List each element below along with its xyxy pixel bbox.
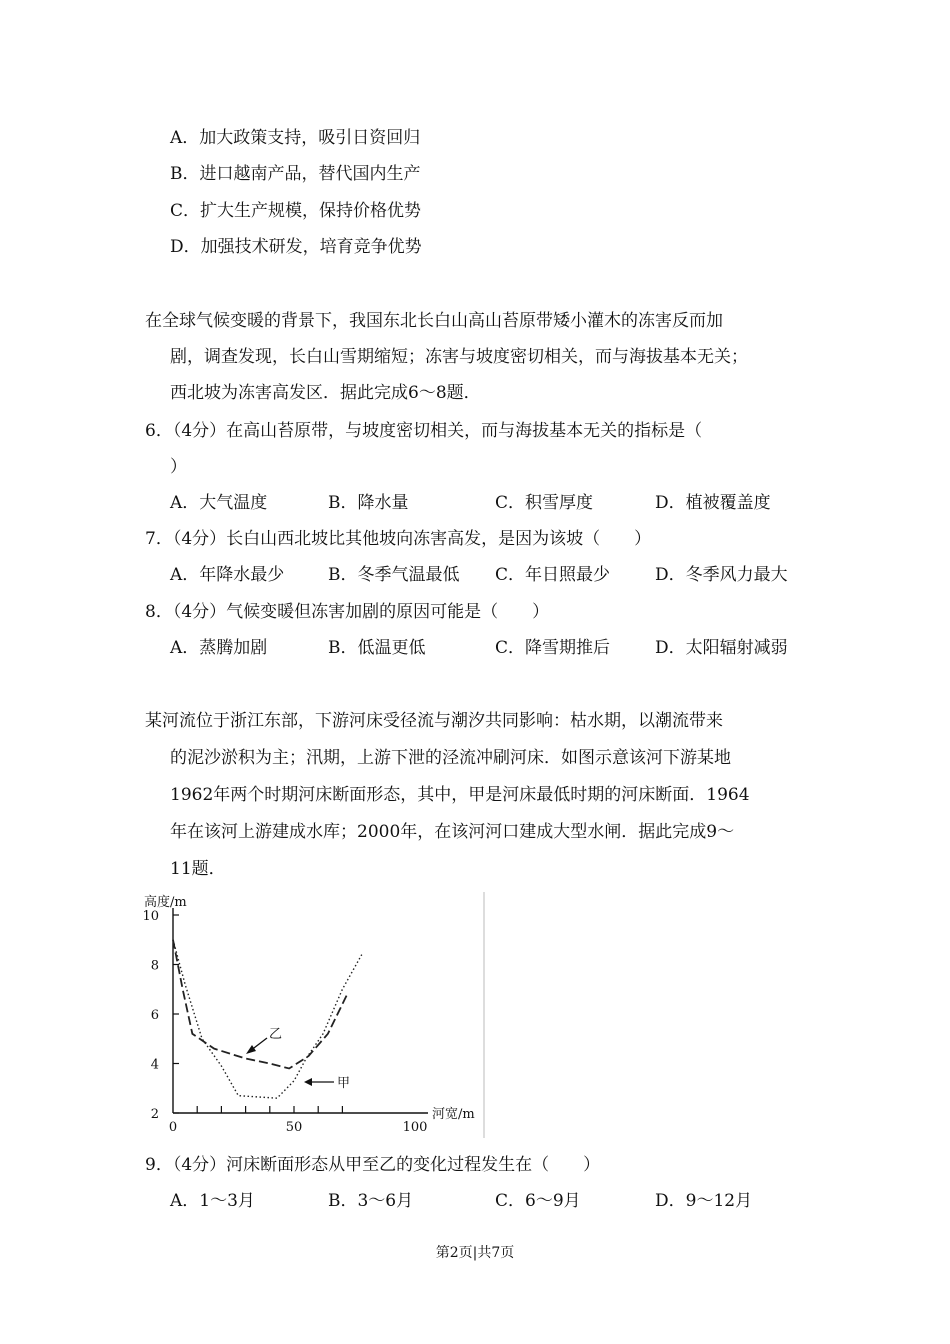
- y-tick-label: 2: [150, 1107, 159, 1122]
- y-tick-label: 6: [150, 1008, 159, 1023]
- q6-option-d: D．植被覆盖度: [655, 493, 771, 513]
- q9-stem: 9．（4分）河床断面形态从甲至乙的变化过程发生在（ ）: [145, 1155, 601, 1175]
- q8-option-d: D．太阳辐射减弱: [655, 638, 788, 658]
- x-tick-label: 0: [168, 1120, 178, 1135]
- q6-option-a: A．大气温度: [170, 493, 268, 513]
- label-arrowhead-yi: [246, 1045, 256, 1054]
- q6-option-b: B．降水量: [328, 493, 409, 513]
- passage2-line-4: 年在该河上游建成水库；2000年，在该河河口建成大型水闸．据此完成9～: [170, 822, 735, 842]
- q8-option-c: C．降雪期推后: [495, 638, 611, 658]
- q7-option-a: A．年降水最少: [170, 565, 285, 585]
- q9-option-b: B．3～6月: [328, 1191, 414, 1211]
- y-tick-label: 10: [142, 909, 159, 924]
- q6-option-c: C．积雪厚度: [495, 493, 594, 513]
- x-tick-label: 100: [402, 1120, 428, 1135]
- y-tick-label: 8: [150, 958, 159, 974]
- riverbed-cross-section-chart: [140, 888, 500, 1143]
- page-footer: 第2页|共7页: [435, 1245, 515, 1261]
- passage1-line-1: 在全球气候变暖的背景下，我国东北长白山高山苔原带矮小灌木的冻害反而加: [145, 311, 723, 331]
- series-line-乙: [173, 940, 347, 1069]
- x-axis-label: 河宽/m: [432, 1107, 475, 1122]
- passage1-line-2: 剧，调查发现，长白山雪期缩短；冻害与坡度密切相关，而与海拔基本无关；: [170, 347, 748, 367]
- q7-option-d: D．冬季风力最大: [655, 565, 788, 585]
- passage1-line-3: 西北坡为冻害高发区．据此完成6～8题．: [170, 383, 481, 403]
- q5-option-b: B．进口越南产品，替代国内生产: [170, 164, 421, 184]
- y-tick-label: 4: [150, 1057, 159, 1073]
- q8-stem: 8．（4分）气候变暖但冻害加剧的原因可能是（ ）: [145, 602, 550, 622]
- q6-stem-cont: ）: [170, 457, 187, 477]
- q5-option-c: C．扩大生产规模，保持价格优势: [170, 201, 422, 221]
- label-arrowhead-jia: [304, 1078, 312, 1086]
- q6-stem: 6．（4分）在高山苔原带，与坡度密切相关，而与海拔基本无关的指标是（: [145, 421, 703, 441]
- q8-option-b: B．低温更低: [328, 638, 426, 658]
- q9-option-c: C．6～9月: [495, 1191, 581, 1211]
- y-axis-label: 高度/m: [144, 895, 187, 910]
- q7-option-b: B．冬季气温最低: [328, 565, 460, 585]
- passage2-line-5: 11题．: [170, 859, 226, 879]
- q9-option-a: A．1～3月: [170, 1191, 255, 1211]
- passage2-line-1: 某河流位于浙江东部，下游河床受径流与潮汐共同影响：枯水期，以潮流带来: [145, 711, 723, 731]
- series-line-甲: [173, 940, 362, 1098]
- q7-stem: 7．（4分）长白山西北坡比其他坡向冻害高发，是因为该坡（ ）: [145, 529, 652, 549]
- q9-option-d: D．9～12月: [655, 1191, 753, 1211]
- q5-option-a: A．加大政策支持，吸引日资回归: [170, 128, 421, 148]
- q8-option-a: A．蒸腾加剧: [170, 638, 268, 658]
- x-tick-label: 50: [285, 1120, 303, 1135]
- passage2-line-2: 的泥沙淤积为主；汛期，上游下泄的泾流冲刷河床．如图示意该河下游某地: [170, 748, 731, 768]
- series-label-yi: 乙: [269, 1027, 283, 1042]
- q5-option-d: D．加强技术研发，培育竞争优势: [170, 237, 422, 257]
- q7-option-c: C．年日照最少: [495, 565, 611, 585]
- passage2-line-3: 1962年两个时期河床断面形态，其中，甲是河床最低时期的河床断面．1964: [170, 785, 750, 805]
- series-label-jia: 甲: [337, 1076, 351, 1091]
